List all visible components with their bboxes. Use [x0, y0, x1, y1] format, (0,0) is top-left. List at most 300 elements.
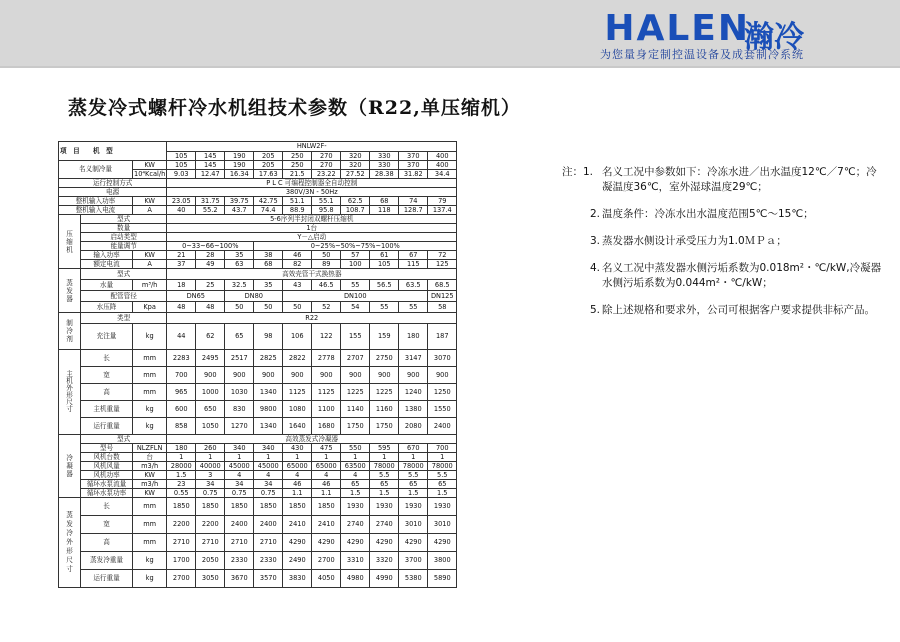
value-cell: 67 [399, 251, 428, 260]
value-cell: 1240 [399, 384, 428, 401]
value-cell: 9.03 [167, 170, 196, 179]
span-value: 0~25%~50%~75%~100% [254, 242, 457, 251]
note-number: 注：1. [562, 166, 594, 178]
value-cell: 1 [254, 453, 283, 462]
table-row [59, 435, 457, 444]
value-cell: 900 [341, 367, 370, 384]
table-row [59, 471, 457, 480]
value-cell: 858 [167, 418, 196, 435]
span-value: P L C 可编程控制器全自动控制 [167, 179, 457, 188]
value-cell: 965 [167, 384, 196, 401]
value-cell: 68 [370, 197, 399, 206]
table-row [59, 384, 457, 401]
value-cell: 43.7 [225, 206, 254, 215]
value-cell: 2517 [225, 350, 254, 367]
value-cell: 0.75 [196, 489, 225, 498]
value-cell: 52 [312, 302, 341, 313]
value-cell: 21 [167, 251, 196, 260]
value-cell: 370 [399, 161, 428, 170]
value-cell: 65 [399, 480, 428, 489]
table-row [59, 161, 457, 170]
row-label: 整机输入电流 [59, 206, 133, 215]
value-cell: 1.1 [312, 489, 341, 498]
value-cell: 1.1 [283, 489, 312, 498]
span-value: 高效蒸发式冷凝器 [167, 435, 457, 444]
row-label: 额定电流 [81, 260, 133, 269]
value-cell: 3700 [399, 552, 428, 570]
value-cell: 1050 [196, 418, 225, 435]
value-cell: 58 [428, 302, 457, 313]
value-cell: 1 [341, 453, 370, 462]
table-row [59, 179, 457, 188]
value-cell: 4 [312, 471, 341, 480]
value-cell: 115 [399, 260, 428, 269]
unit-cell: KW [133, 161, 167, 170]
row-label: 电源 [59, 188, 167, 197]
table-row [59, 242, 457, 251]
value-cell: 340 [225, 444, 254, 453]
value-cell: 1340 [254, 384, 283, 401]
value-cell: 89 [312, 260, 341, 269]
value-cell: 37 [167, 260, 196, 269]
row-label: 风机风量 [81, 462, 133, 471]
unit-cell: KW [133, 471, 167, 480]
table-row [59, 233, 457, 242]
row-label: 高 [81, 384, 133, 401]
value-cell: 2080 [399, 418, 428, 435]
span-value: 1台 [167, 224, 457, 233]
value-cell: 122 [312, 324, 341, 350]
row-label: 风机台数 [81, 453, 133, 462]
value-cell: 1270 [225, 418, 254, 435]
value-cell: 1850 [283, 498, 312, 516]
value-cell: 5380 [399, 570, 428, 588]
value-cell: 1 [428, 453, 457, 462]
value-cell: 65 [341, 480, 370, 489]
value-cell: 65 [370, 480, 399, 489]
value-cell: 55.2 [196, 206, 225, 215]
value-cell: 2400 [254, 516, 283, 534]
model-prefix: HNLW2F- [167, 142, 457, 152]
value-cell: 1930 [428, 498, 457, 516]
span-value: 380V/3N - 50Hz [167, 188, 457, 197]
value-cell: 68 [254, 260, 283, 269]
value-cell: 63 [225, 260, 254, 269]
unit-cell: m³/h [133, 280, 167, 291]
value-cell: 270 [312, 152, 341, 161]
row-label: 长 [81, 498, 133, 516]
value-cell: 27.52 [341, 170, 370, 179]
value-cell: 4980 [341, 570, 370, 588]
row-label: 型式 [81, 435, 167, 444]
note-number: 3. [590, 235, 601, 247]
value-cell: 106 [283, 324, 312, 350]
value-cell: 35 [225, 251, 254, 260]
value-cell: 46 [283, 251, 312, 260]
brand-slogan: 为您量身定制控温设备及成套制冷系统 [600, 48, 804, 61]
value-cell: 550 [341, 444, 370, 453]
unit-cell: Kpa [133, 302, 167, 313]
value-cell: 65000 [283, 462, 312, 471]
value-cell: 55 [370, 302, 399, 313]
value-cell: 1 [283, 453, 312, 462]
value-cell: 50 [225, 302, 254, 313]
value-cell: 78000 [370, 462, 399, 471]
value-cell: 400 [428, 152, 457, 161]
value-cell: 1340 [254, 418, 283, 435]
value-cell: 650 [196, 401, 225, 418]
value-cell: 4 [283, 471, 312, 480]
value-cell: 1850 [225, 498, 254, 516]
value-cell: 4290 [428, 534, 457, 552]
unit-cell: mm [133, 367, 167, 384]
value-cell: 370 [399, 152, 428, 161]
value-cell: 54 [341, 302, 370, 313]
unit-cell: kg [133, 418, 167, 435]
row-label: 长 [81, 350, 133, 367]
value-cell: 32.5 [225, 280, 254, 291]
value-cell: 3800 [428, 552, 457, 570]
unit-cell: kg [133, 552, 167, 570]
value-cell: 34 [254, 480, 283, 489]
unit-cell: kg [133, 324, 167, 350]
value-cell: 3010 [428, 516, 457, 534]
value-cell: 1850 [312, 498, 341, 516]
value-cell: 1225 [341, 384, 370, 401]
note-text: 蒸发器水侧设计承受压力为1.0ＭＰａ； [602, 235, 787, 247]
value-cell: 31.75 [196, 197, 225, 206]
value-cell: 128.7 [399, 206, 428, 215]
value-cell: 28000 [167, 462, 196, 471]
value-cell: 830 [225, 401, 254, 418]
value-cell: 187 [428, 324, 457, 350]
note-item [562, 261, 882, 291]
table-row [59, 280, 457, 291]
value-cell: 17.63 [254, 170, 283, 179]
unit-cell: NLZFLN [133, 444, 167, 453]
table-row [59, 367, 457, 384]
value-cell: 39.75 [225, 197, 254, 206]
value-cell: 4290 [399, 534, 428, 552]
table-row [59, 260, 457, 269]
table-row [59, 142, 457, 152]
row-label: 宽 [81, 516, 133, 534]
table-row [59, 350, 457, 367]
pipe-cell: DN80 [225, 291, 283, 302]
value-cell: 42.75 [254, 197, 283, 206]
row-label: 型号 [81, 444, 133, 453]
value-cell: 48 [196, 302, 225, 313]
value-cell: 3050 [196, 570, 225, 588]
value-cell: 105 [167, 152, 196, 161]
logo-text-en: HALEN [604, 8, 750, 49]
value-cell: 1700 [167, 552, 196, 570]
value-cell: 95.8 [312, 206, 341, 215]
table-row [59, 401, 457, 418]
value-cell: 2710 [167, 534, 196, 552]
unit-cell: m3/h [133, 480, 167, 489]
row-label: 水量 [81, 280, 133, 291]
unit-cell: KW [133, 251, 167, 260]
value-cell: 2330 [254, 552, 283, 570]
unit-cell: mm [133, 498, 167, 516]
note-text: 名义工况中参数如下：冷冻水进／出水温度12℃／7℃；冷凝温度36℃，室外湿球温度29℃； [602, 166, 877, 193]
value-cell: 34.4 [428, 170, 457, 179]
table-row [59, 418, 457, 435]
value-cell: 900 [283, 367, 312, 384]
group-label: 主 机 外 形 尺 寸 [59, 350, 81, 435]
value-cell: 55.1 [312, 197, 341, 206]
brand-logo [604, 8, 750, 49]
row-label: 类型 [81, 313, 167, 324]
value-cell: 100 [341, 260, 370, 269]
value-cell: 46 [283, 480, 312, 489]
value-cell: 2710 [196, 534, 225, 552]
row-label: 运行重量 [81, 418, 133, 435]
row-label: 充注量 [81, 324, 133, 350]
value-cell: 2740 [341, 516, 370, 534]
value-cell: 600 [167, 401, 196, 418]
value-cell: 12.47 [196, 170, 225, 179]
value-cell: 1000 [196, 384, 225, 401]
value-cell: 5.5 [428, 471, 457, 480]
value-cell: 4290 [370, 534, 399, 552]
value-cell: 1640 [283, 418, 312, 435]
value-cell: 2050 [196, 552, 225, 570]
value-cell: 3070 [428, 350, 457, 367]
value-cell: 65 [225, 324, 254, 350]
row-label: 宽 [81, 367, 133, 384]
value-cell: 595 [370, 444, 399, 453]
table-row [59, 534, 457, 552]
row-label: 型式 [81, 215, 167, 224]
table-row [59, 498, 457, 516]
row-label: 运行控制方式 [59, 179, 167, 188]
value-cell: 400 [428, 161, 457, 170]
value-cell: 28 [196, 251, 225, 260]
value-cell: 1 [370, 453, 399, 462]
note-text: 名义工况中蒸发器水侧污垢系数为0.018m²・℃/kW,冷凝器水侧污垢系数为0.044m²・℃/kW； [602, 262, 882, 289]
value-cell: 23.05 [167, 197, 196, 206]
value-cell: 3147 [399, 350, 428, 367]
value-cell: 3320 [370, 552, 399, 570]
value-cell: 4 [341, 471, 370, 480]
value-cell: 900 [225, 367, 254, 384]
value-cell: 38 [254, 251, 283, 260]
value-cell: 2495 [196, 350, 225, 367]
row-label: 数量 [81, 224, 167, 233]
row-label: 循环水泵功率 [81, 489, 133, 498]
value-cell: 180 [399, 324, 428, 350]
value-cell: 34 [196, 480, 225, 489]
group-label: 冷 凝 器 [59, 435, 81, 498]
table-row [59, 570, 457, 588]
value-cell: 49 [196, 260, 225, 269]
value-cell: 1140 [341, 401, 370, 418]
pipe-cell: DN125 [428, 291, 457, 302]
table-row [59, 489, 457, 498]
value-cell: 3670 [225, 570, 254, 588]
table-row [59, 453, 457, 462]
table-row [59, 224, 457, 233]
value-cell: 1030 [225, 384, 254, 401]
value-cell: 1930 [370, 498, 399, 516]
value-cell: 25 [196, 280, 225, 291]
value-cell: 700 [428, 444, 457, 453]
value-cell: 5.5 [399, 471, 428, 480]
value-cell: 2490 [283, 552, 312, 570]
value-cell: 330 [370, 152, 399, 161]
value-cell: 2410 [283, 516, 312, 534]
value-cell: 55 [341, 280, 370, 291]
table-row [59, 480, 457, 489]
row-label: 整机输入功率 [59, 197, 133, 206]
value-cell: 1850 [196, 498, 225, 516]
value-cell: 40000 [196, 462, 225, 471]
value-cell: 88.9 [283, 206, 312, 215]
value-cell: 1.5 [341, 489, 370, 498]
row-label: 能量调节 [81, 242, 167, 251]
value-cell: 16.34 [225, 170, 254, 179]
table-row [59, 516, 457, 534]
value-cell: 43 [283, 280, 312, 291]
group-label: 制 冷 剂 [59, 313, 81, 350]
value-cell: 5.5 [370, 471, 399, 480]
value-cell: 18 [167, 280, 196, 291]
value-cell: 1160 [370, 401, 399, 418]
value-cell: 61 [370, 251, 399, 260]
value-cell: 4 [254, 471, 283, 480]
value-cell: 45000 [225, 462, 254, 471]
value-cell: 23 [167, 480, 196, 489]
value-cell: 2200 [167, 516, 196, 534]
value-cell: 118 [370, 206, 399, 215]
note-item [562, 303, 882, 318]
value-cell: 31.82 [399, 170, 428, 179]
value-cell: 2330 [225, 552, 254, 570]
value-cell: 35 [254, 280, 283, 291]
value-cell: 1750 [370, 418, 399, 435]
table-row [59, 324, 457, 350]
value-cell: 4050 [312, 570, 341, 588]
value-cell: 900 [254, 367, 283, 384]
value-cell: 46 [312, 480, 341, 489]
group-label: 蒸 发 冷 外 形 尺 寸 [59, 498, 81, 588]
group-label: 蒸 发 器 [59, 269, 81, 313]
value-cell: 1 [196, 453, 225, 462]
unit-cell: kg [133, 401, 167, 418]
row-label: 型式 [81, 269, 167, 280]
value-cell: 1750 [341, 418, 370, 435]
row-label: 名义制冷量 [59, 161, 133, 179]
value-cell: 137.4 [428, 206, 457, 215]
unit-cell: A [133, 206, 167, 215]
header-item-model: 项 目 机 型 [59, 142, 167, 161]
value-cell: 40 [167, 206, 196, 215]
value-cell: 1125 [312, 384, 341, 401]
row-label: 高 [81, 534, 133, 552]
value-cell: 3570 [254, 570, 283, 588]
value-cell: 700 [167, 367, 196, 384]
value-cell: 1380 [399, 401, 428, 418]
value-cell: 68.5 [428, 280, 457, 291]
value-cell: 1.5 [399, 489, 428, 498]
note-text: 温度条件：冷冻水出水温度范围5℃～15℃； [602, 208, 814, 220]
table-row [59, 269, 457, 280]
value-cell: 125 [428, 260, 457, 269]
table-row [59, 552, 457, 570]
value-cell: 250 [283, 161, 312, 170]
pipe-cell: DN65 [167, 291, 225, 302]
value-cell: 270 [312, 161, 341, 170]
table-row [59, 206, 457, 215]
value-cell: 1125 [283, 384, 312, 401]
table-row [59, 215, 457, 224]
value-cell: 79 [428, 197, 457, 206]
value-cell: 205 [254, 161, 283, 170]
row-label: 风机功率 [81, 471, 133, 480]
value-cell: 900 [312, 367, 341, 384]
value-cell: 108.7 [341, 206, 370, 215]
value-cell: 250 [283, 152, 312, 161]
value-cell: 2710 [254, 534, 283, 552]
value-cell: 340 [254, 444, 283, 453]
unit-cell: kg [133, 570, 167, 588]
value-cell: 1930 [341, 498, 370, 516]
value-cell: 670 [399, 444, 428, 453]
value-cell: 320 [341, 161, 370, 170]
value-cell: 1 [399, 453, 428, 462]
value-cell: 2400 [428, 418, 457, 435]
value-cell: 1250 [428, 384, 457, 401]
table-row [59, 302, 457, 313]
value-cell: 900 [399, 367, 428, 384]
value-cell: 1080 [283, 401, 312, 418]
value-cell: 430 [283, 444, 312, 453]
value-cell: 159 [370, 324, 399, 350]
value-cell: 78000 [399, 462, 428, 471]
value-cell: 4290 [341, 534, 370, 552]
value-cell: 82 [283, 260, 312, 269]
value-cell: 2400 [225, 516, 254, 534]
note-text: 除上述规格和要求外，公司可根据客户要求提供非标产品。 [602, 304, 875, 316]
value-cell: 44 [167, 324, 196, 350]
table-row [59, 291, 457, 302]
note-item [562, 165, 882, 195]
value-cell: 1680 [312, 418, 341, 435]
unit-cell: KW [133, 489, 167, 498]
value-cell: 1.5 [370, 489, 399, 498]
table-row [59, 313, 457, 324]
value-cell: 2283 [167, 350, 196, 367]
value-cell: 1 [225, 453, 254, 462]
value-cell: 1850 [167, 498, 196, 516]
header-banner [0, 0, 900, 68]
table-row [59, 197, 457, 206]
unit-cell: mm [133, 516, 167, 534]
row-label: 循环水泵流量 [81, 480, 133, 489]
span-value: R22 [167, 313, 457, 324]
value-cell: 62.5 [341, 197, 370, 206]
value-cell: 3010 [399, 516, 428, 534]
value-cell: 65 [428, 480, 457, 489]
unit-cell: mm [133, 350, 167, 367]
value-cell: 900 [370, 367, 399, 384]
value-cell: 50 [254, 302, 283, 313]
value-cell: 145 [196, 152, 225, 161]
value-cell: 4290 [283, 534, 312, 552]
value-cell: 74 [399, 197, 428, 206]
